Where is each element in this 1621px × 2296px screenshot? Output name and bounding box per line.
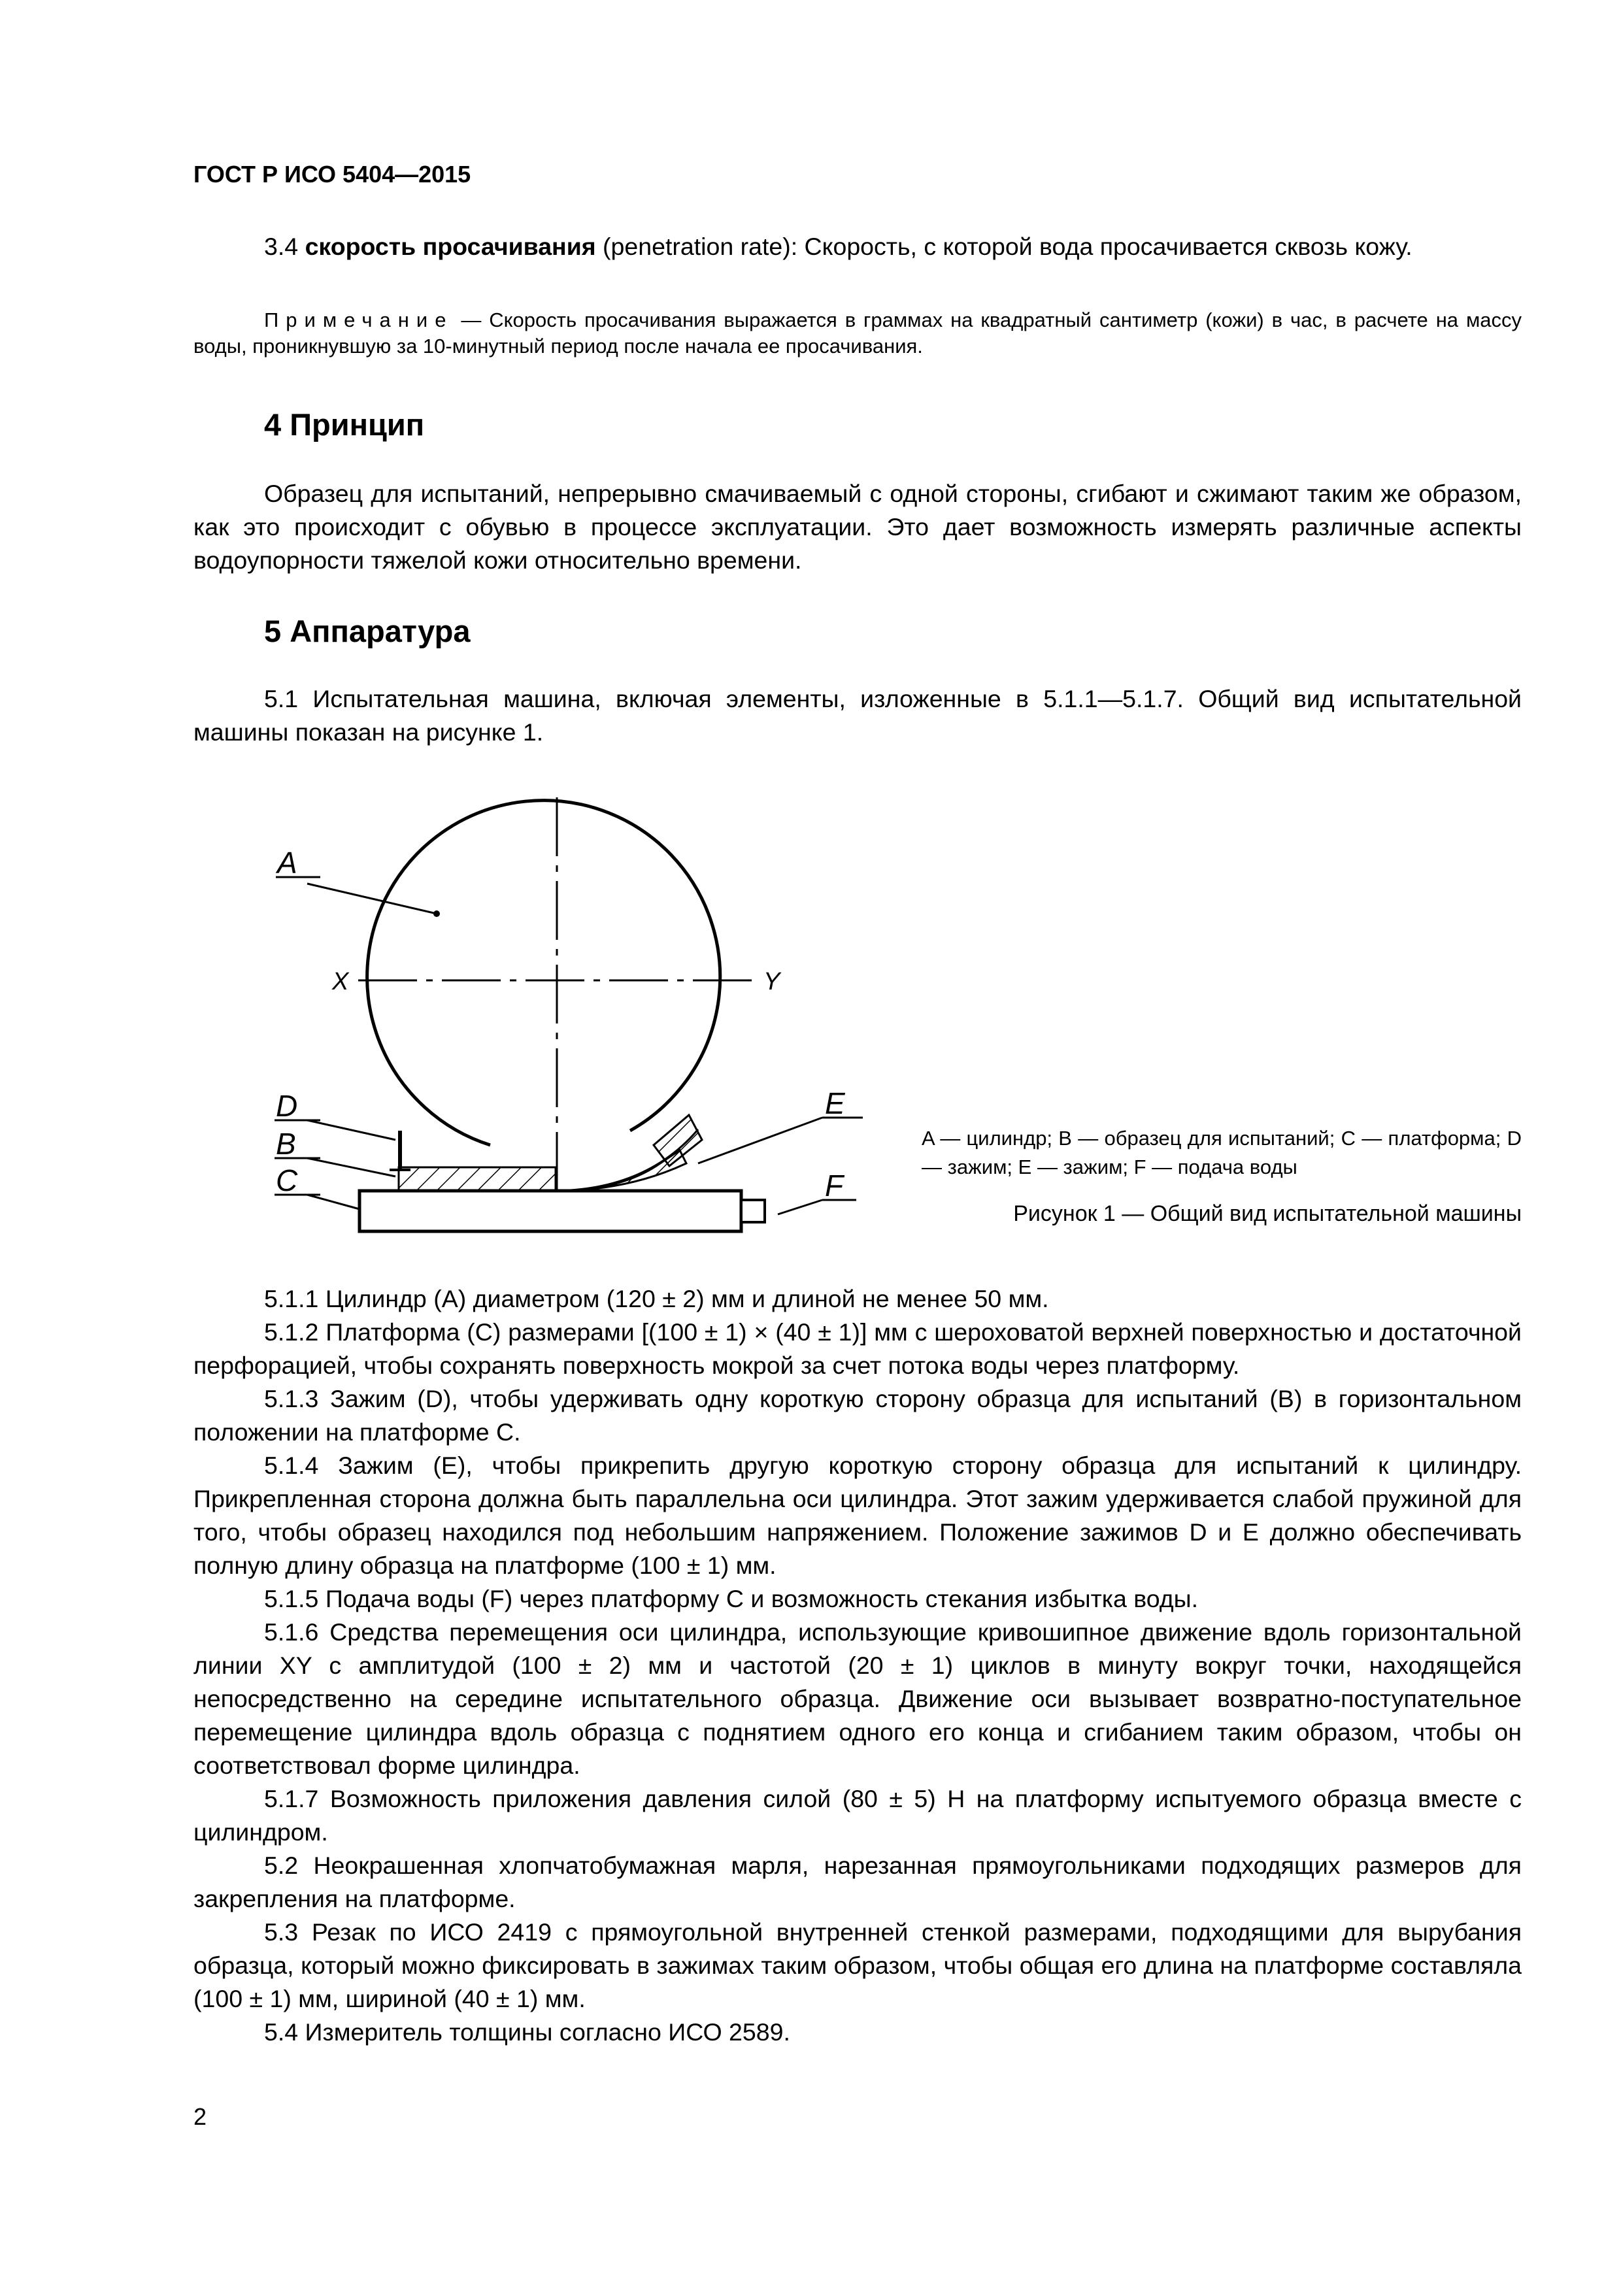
section-4-title: 4 Принцип <box>264 407 425 442</box>
label-e: E <box>825 1086 845 1120</box>
water-feed <box>741 1200 765 1222</box>
platform <box>359 1191 741 1231</box>
item-5-4: 5.4 Измеритель толщины согласно ИСО 2589. <box>264 2018 790 2046</box>
label-b: B <box>276 1127 296 1161</box>
label-d: D <box>276 1089 298 1123</box>
label-y: Y <box>763 968 780 995</box>
paragraph-principle: Образец для испытаний, непрерывно смачиваемый с одной стороны, сгибают и сжимают таким же образом, как это происходит с обувью в процессе эксплуатации. Это дает возможность измерять различные аспекты водоупорности тяжелой кожи относительно времени. <box>193 480 1522 574</box>
paragraph-5-1: 5.1 Испытательная машина, включая элементы, изложенные в 5.1.1—5.1.7. Общий вид испытательной машины показан на рисунке 1. <box>193 685 1522 746</box>
item-5-1-1: 5.1.1 Цилиндр (A) диаметром (120 ± 2) мм и длиной не менее 50 мм. <box>264 1285 1049 1312</box>
item-5-1-3: 5.1.3 Зажим (D), чтобы удерживать одну короткую сторону образца для испытаний (B) в горизонтальном положении на платформе C. <box>193 1385 1522 1446</box>
figure-legend: A — цилиндр; B — образец для испытаний; C — платформа; D — зажим; E — зажим; F — подача воды <box>922 1127 1522 1178</box>
note-label: Примечание <box>264 308 454 331</box>
note-text: — Скорость просачивания выражается в граммах на квадратный сантиметр (кожи) в час, в расчете на массу воды, проникнувшую за 10-минутный период после начала ее просачивания. <box>193 308 1522 358</box>
label-x: X <box>332 968 349 995</box>
item-5-1-4: 5.1.4 Зажим (E), чтобы прикрепить другую короткую сторону образца для испытаний к цилиндру. Прикрепленная сторона должна быть параллельна оси цилиндра. Этот зажим удерживается слабой пружиной для того, чтобы образец находился под небольшим напряжением. Положение зажимов D и E должно обеспечивать полную длину образца на платформе (100 ± 1) мм. <box>193 1452 1522 1579</box>
term: скорость просачивания <box>305 233 596 260</box>
paragraph-3-4 <box>193 230 1522 263</box>
specimen-hatched <box>399 1167 556 1191</box>
section-5-title: 5 Аппаратура <box>264 614 471 648</box>
clamp-e <box>654 1115 702 1166</box>
note <box>193 307 1522 359</box>
cylinder-outline <box>367 801 720 1145</box>
specimen-curved <box>556 1150 686 1191</box>
document-header: ГОСТ Р ИСО 5404—2015 <box>193 161 471 188</box>
label-a: A <box>277 846 297 880</box>
item-5-3: 5.3 Резак по ИСО 2419 с прямоугольной внутренней стенкой размерами, подходящими для вырубания образца, который можно фиксировать в зажимах таким образом, чтобы общая его длина на платформе составляла (100 ± 1) мм, шириной (40 ± 1) мм. <box>193 1918 1522 2012</box>
page-number: 2 <box>193 2103 207 2130</box>
figure-caption: Рисунок 1 — Общий вид испытательной машины <box>1013 1201 1522 1226</box>
label-c: C <box>276 1163 298 1197</box>
item-5-1-2: 5.1.2 Платформа (C) размерами [(100 ± 1) × (40 ± 1)] мм с шероховатой верхней поверхностью и достаточной перфорацией, чтобы сохранять поверхность мокрой за счет потока воды через платформу. <box>193 1318 1522 1379</box>
item-5-2: 5.2 Неокрашенная хлопчатобумажная марля, нарезанная прямоугольниками подходящих размеров для закрепления на платформе. <box>193 1852 1522 1912</box>
clause-number: 3.4 <box>264 233 299 260</box>
label-f: F <box>825 1169 844 1203</box>
item-5-1-7: 5.1.7 Возможность приложения давления силой (80 ± 5) Н на платформу испытуемого образца вместе с цилиндром. <box>193 1785 1522 1846</box>
item-5-1-6: 5.1.6 Средства перемещения оси цилиндра, использующие кривошипное движение вдоль горизонтальной линии XY с амплитудой (100 ± 2) мм и частотой (20 ± 1) циклов в минуту вокруг точки, находящейся непосредственно на середине испытательного образца. Движение оси вызывает возвратно-поступательное перемещение цилиндра вдоль образца с поднятием одного его конца и сгибанием таким образом, чтобы он соответствовал форме цилиндра. <box>193 1618 1522 1779</box>
item-5-1-5: 5.1.5 Подача воды (F) через платформу C и возможность стекания избытка воды. <box>264 1585 1199 1612</box>
term-definition: (penetration rate): Скорость, с которой вода просачивается сквозь кожу. <box>595 233 1412 260</box>
